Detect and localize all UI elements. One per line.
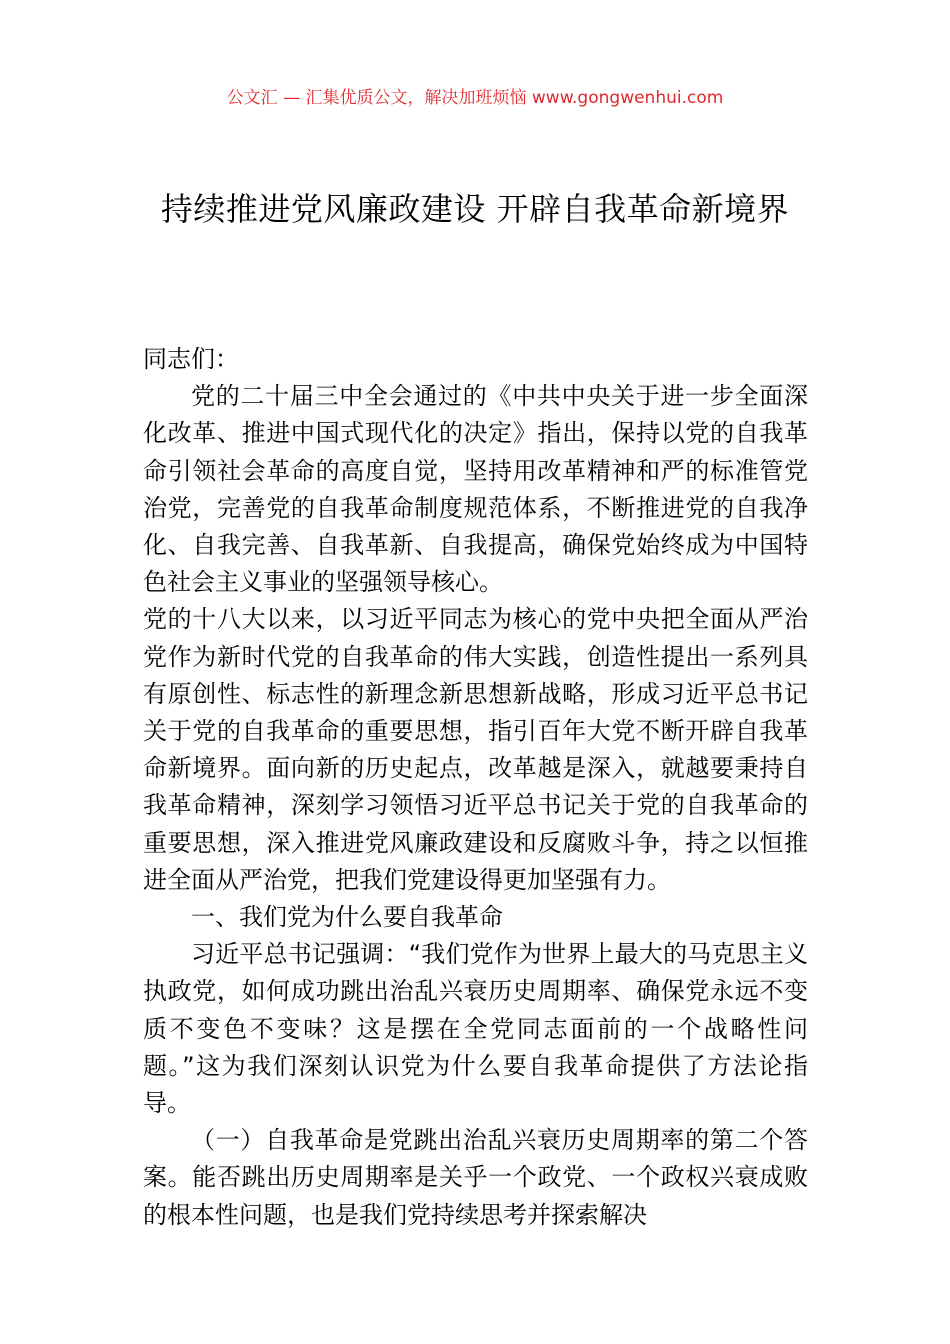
paragraph: （一）自我革命是党跳出治乱兴衰历史周期率的第二个答案。能否跳出历史周期率是关乎一个政党、一个政权兴衰成败的根本性问题，也是我们党持续思考并探索解决 — [143, 1126, 808, 1229]
paragraph: 党的二十届三中全会通过的《中共中央关于进一步全面深化改革、推进中国式现代化的决定》指出，保持以党的自我革命引领社会革命的高度自觉，坚持用改革精神和严的标准管党治党，完善党的自我革命制度规范体系，不断推进党的自我净化、自我完善、自我革新、自我提高，确保党始终成为中国特色社会主义事业的坚强领导核心。 — [143, 382, 808, 597]
salutation: 同志们： — [143, 345, 239, 373]
section-heading: 一、我们党为什么要自我革命 — [191, 903, 503, 932]
paragraph: 党的十八大以来，以习近平同志为核心的党中央把全面从严治党作为新时代党的自我革命的伟大实践，创造性提出一系列具有原创性、标志性的新理念新思想新战略，形成习近平总书记关于党的自我革命的重要思想，指引百年大党不断开辟自我革命新境界。面向新的历史起点，改革越是深入，就越要秉持自我革命精神，深刻学习领悟习近平总书记关于党的自我革命的重要思想，深入推进党风廉政建设和反腐败斗争，持之以恒推进全面从严治党，把我们党建设得更加坚强有力。 — [143, 605, 808, 894]
header-source-line[interactable]: 公文汇 — 汇集优质公文，解决加班烦恼 www.gongwenhui.com — [226, 88, 724, 108]
document-body — [143, 341, 808, 1234]
paragraph: 习近平总书记强调：“我们党作为世界上最大的马克思主义执政党，如何成功跳出治乱兴衰历史周期率、确保党永远不变质不变色不变味？这是摆在全党同志面前的一个战略性问题。”这为我们深刻认识党为什么要自我革命提供了方法论指导。 — [143, 940, 808, 1118]
document-title: 持续推进党风廉政建设 开辟自我革命新境界 — [160, 190, 790, 228]
